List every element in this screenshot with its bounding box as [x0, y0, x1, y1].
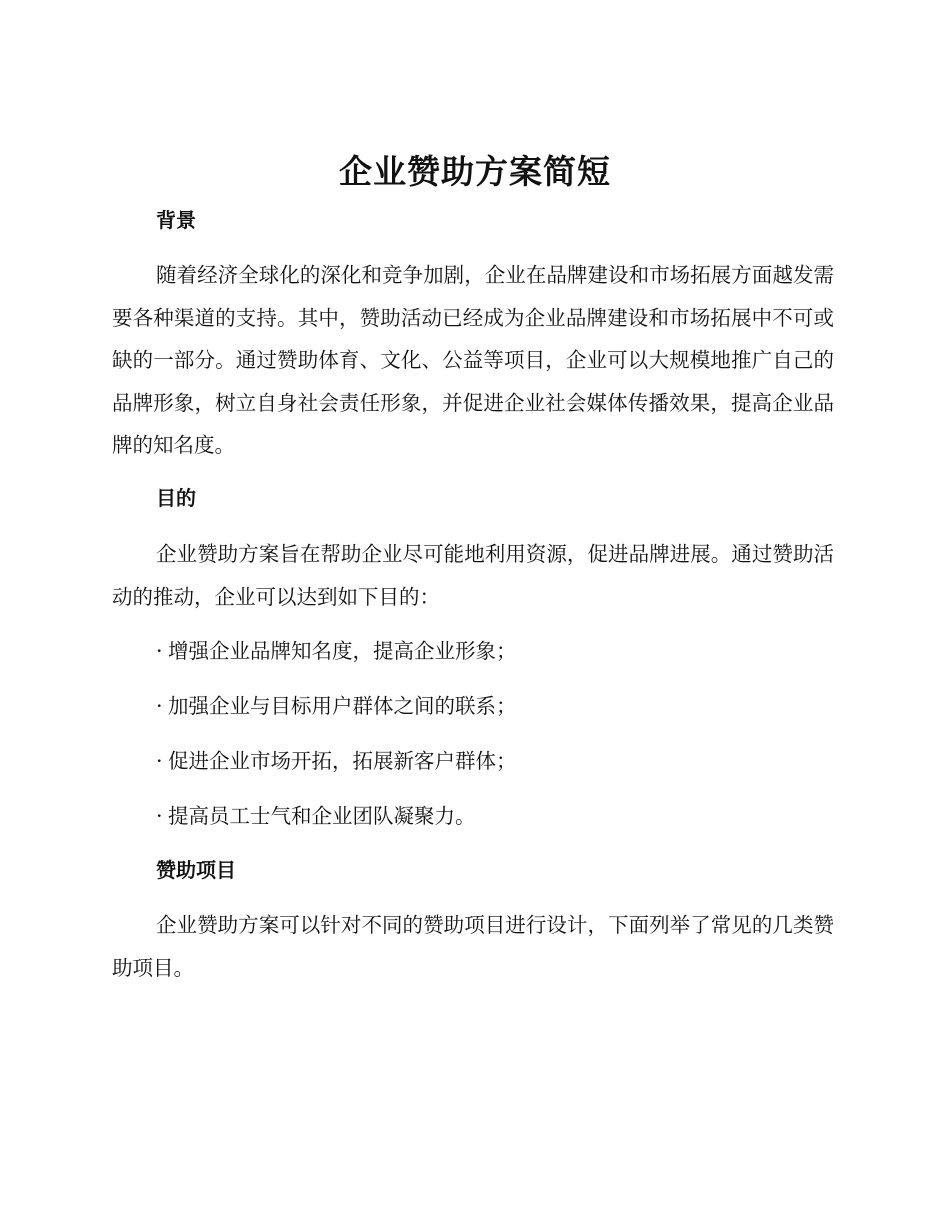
- bullet-dot-icon: ·: [156, 639, 163, 663]
- list-item: [156, 747, 517, 775]
- section-heading-projects: 赞助项目: [156, 858, 236, 882]
- background-paragraph: 随着经济全球化的深化和竞争加剧，企业在品牌建设和市场拓展方面越发需要各种渠道的支持。其中，赞助活动已经成为企业品牌建设和市场拓展中不可或缺的一部分。通过赞助体育、文化、公益等项目，企业可以大规模地推广自己的品牌形象，树立自身社会责任形象，并促进企业社会媒体传播效果，提高企业品牌的知名度。: [112, 263, 834, 457]
- document-title: 企业赞助方案简短: [339, 152, 611, 191]
- bullet-dot-icon: ·: [156, 694, 163, 718]
- projects-paragraph: 企业赞助方案可以针对不同的赞助项目进行设计，下面列举了常见的几类赞助项目。: [112, 913, 834, 980]
- list-item-text: 促进企业市场开拓，拓展新客户群体；: [168, 749, 517, 773]
- section-heading-purpose: 目的: [156, 486, 196, 510]
- list-item: [156, 692, 517, 720]
- bullet-dot-icon: ·: [156, 749, 163, 773]
- list-item: [156, 637, 517, 665]
- list-item: [156, 802, 476, 830]
- list-item-text: 提高员工士气和企业团队凝聚力。: [168, 804, 476, 828]
- purpose-paragraph: 企业赞助方案旨在帮助企业尽可能地利用资源，促进品牌进展。通过赞助活动的推动，企业可以达到如下目的：: [112, 542, 834, 609]
- bullet-dot-icon: ·: [156, 804, 163, 828]
- section-heading-background: 背景: [156, 208, 196, 232]
- list-item-text: 加强企业与目标用户群体之间的联系；: [168, 694, 517, 718]
- list-item-text: 增强企业品牌知名度，提高企业形象；: [168, 639, 517, 663]
